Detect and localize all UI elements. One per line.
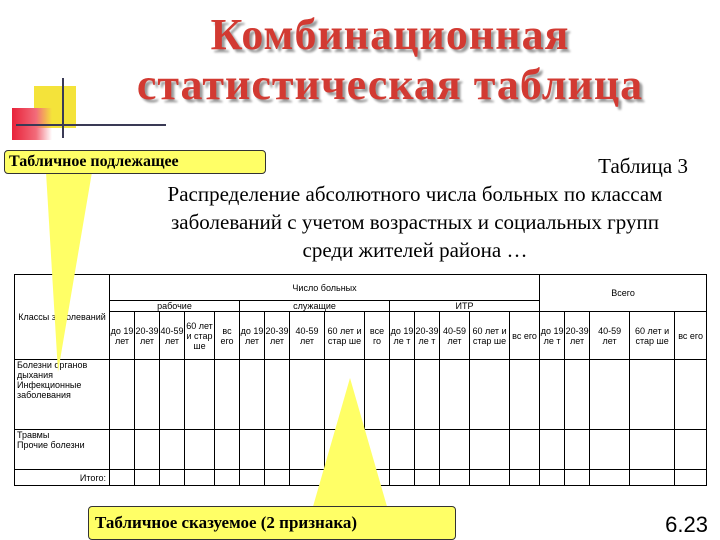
subheader-cell: до 19 ле т — [540, 312, 565, 360]
row-label: Прочие болезни — [17, 440, 85, 450]
subheader-cell: 40-59 лет — [440, 312, 470, 360]
row-label: Инфекционные заболевания — [17, 380, 82, 400]
group-employees: служащие — [240, 301, 390, 312]
subheader-cell: 60 лет и стар ше — [185, 312, 215, 360]
callout-predicate: Табличное сказуемое (2 признака) — [88, 506, 456, 540]
subheader-cell: 40-59 лет — [160, 312, 185, 360]
subheader-cell: до 19 лет — [240, 312, 265, 360]
callout-subject: Табличное подлежащее — [4, 150, 266, 174]
slide-title-line-1: Комбинационная — [210, 10, 570, 59]
group-total: Всего — [540, 275, 707, 312]
total-label: Итого: — [15, 470, 110, 486]
subheader-cell: до 19 ле т — [390, 312, 415, 360]
subheader-cell: 20-39 лет — [135, 312, 160, 360]
caption-line-3: среди жителей района … — [302, 238, 528, 262]
row-label-group-2 — [15, 430, 110, 470]
group-itr: ИТР — [390, 301, 540, 312]
callout-pointer-predicate — [312, 378, 388, 510]
subheader-cell: 20-39 лет — [265, 312, 290, 360]
slide-number: 6.23 — [665, 512, 708, 537]
subheader-cell: 60 лет и стар ше — [470, 312, 510, 360]
table-caption — [110, 180, 720, 264]
decor-horizontal-line — [16, 124, 166, 126]
subheader-cell: 40-59 лет — [590, 312, 630, 360]
subheader-cell: 20-39 лет — [565, 312, 590, 360]
subheader-cell: 20-39 ле т — [415, 312, 440, 360]
subheader-cell: вс его — [215, 312, 240, 360]
caption-line-2: заболеваний с учетом возрастных и социальных групп — [171, 210, 659, 234]
group-workers: рабочие — [110, 301, 240, 312]
subheader-cell: 60 лет и стар ше — [325, 312, 365, 360]
row-label: Болезни органов дыхания — [17, 360, 88, 380]
subheader-cell: вс его — [510, 312, 540, 360]
subheader-row — [15, 312, 707, 360]
subheader-cell: вс его — [675, 312, 707, 360]
slide-title — [60, 10, 720, 110]
callout-pointer-subject — [46, 172, 92, 372]
subheader-cell: 60 лет и стар ше — [630, 312, 675, 360]
corner-label: Классы заболеваний — [15, 275, 110, 360]
group-header: Число больных — [110, 275, 540, 301]
subheader-cell: до 19 лет — [110, 312, 135, 360]
subheader-cell: все го — [365, 312, 390, 360]
row-label: Травмы — [17, 430, 50, 440]
caption-line-1: Распределение абсолютного числа больных по классам — [167, 182, 663, 206]
slide-title-line-2: статистическая таблица — [136, 60, 644, 109]
subheader-cell: 40-59 лет — [290, 312, 325, 360]
table-number: Таблица 3 — [598, 154, 688, 178]
